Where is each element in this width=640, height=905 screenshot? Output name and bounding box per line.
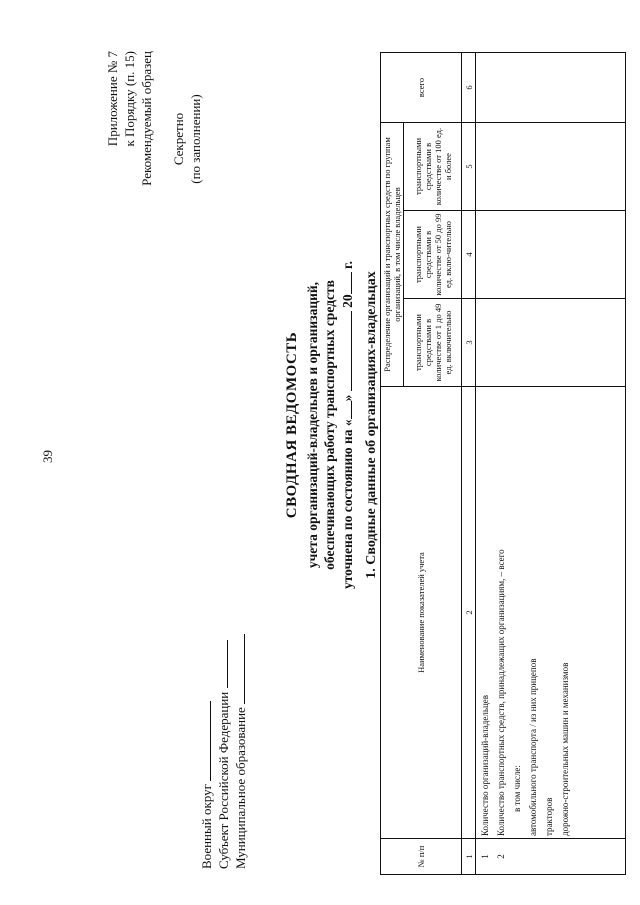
row-label: Количество организаций-владельцев (480, 694, 490, 836)
col-number: 4 (462, 211, 476, 299)
document-title: СВОДНАЯ ВЕДОМОСТЬ (284, 331, 300, 519)
column-number-row (462, 52, 476, 874)
municipality-field: Муниципальное образование (232, 634, 249, 869)
row-label: тракторов (544, 797, 554, 836)
subtitle-line-2: обеспечивающих работу транспортных средств (322, 280, 337, 570)
summary-table (380, 52, 626, 875)
header-num: № п/п (381, 839, 462, 875)
as-of-line: уточнена по состоянию на «» 20 г. (340, 260, 355, 590)
military-district-field: Военный округ (198, 634, 215, 869)
header-group-3: транспортными средствами в количестве от 100 ед. и более (404, 122, 462, 210)
row-labels (476, 387, 626, 839)
document-subtitle (304, 225, 338, 625)
subtitle-line-1: учета организаций-владельцев и организаций, (305, 281, 320, 569)
data-cell (476, 211, 626, 299)
col-number: 6 (462, 52, 476, 122)
row-label: автомобильного транспорта / из них прицепов (528, 658, 538, 836)
annex-block (104, 51, 155, 211)
header-name: Наименование показателей учета (381, 387, 462, 839)
federal-subject-field: Субъект Российской Федерации (215, 634, 232, 869)
page-number: 39 (40, 450, 55, 463)
section-title: 1. Сводные данные об организациях-владельцах (364, 271, 379, 579)
row-label: Количество транспортных средств, принадлежащих организациям, – всего (496, 549, 506, 836)
secrecy-block (170, 69, 204, 209)
secrecy-line-1: Секретно (171, 112, 186, 166)
annex-line-1: Приложение № 7 (105, 51, 120, 147)
data-cell (476, 122, 626, 210)
header-group-2: транспортными средствами в количестве от 50 до 99 ед. вклю-чительно (404, 211, 462, 299)
row-label: в том числе: (512, 765, 522, 812)
data-cell (476, 52, 626, 122)
left-fields (198, 634, 249, 869)
header-group-1: транспортными средствами в количестве от 1 до 49 ед. включительно (404, 299, 462, 387)
annex-line-3: Рекомендуемый образец (139, 51, 154, 186)
header-total: всего (381, 52, 462, 122)
table-row (476, 52, 626, 874)
col-number: 3 (462, 299, 476, 387)
annex-line-2: к Порядку (п. 15) (122, 51, 137, 147)
header-row-1 (381, 52, 404, 874)
header-distribution: Распределение организаций и транспортных средств по группам организаций, в том числе владельцев (381, 122, 404, 386)
col-number: 2 (462, 387, 476, 839)
col-number: 1 (462, 839, 476, 875)
row-label: дорожно-строительных машин и механизмов (560, 662, 570, 836)
secrecy-line-2: (по заполнении) (188, 94, 203, 184)
data-cell (476, 299, 626, 387)
col-number: 5 (462, 122, 476, 210)
row-numbers: 1 2 (476, 839, 626, 875)
